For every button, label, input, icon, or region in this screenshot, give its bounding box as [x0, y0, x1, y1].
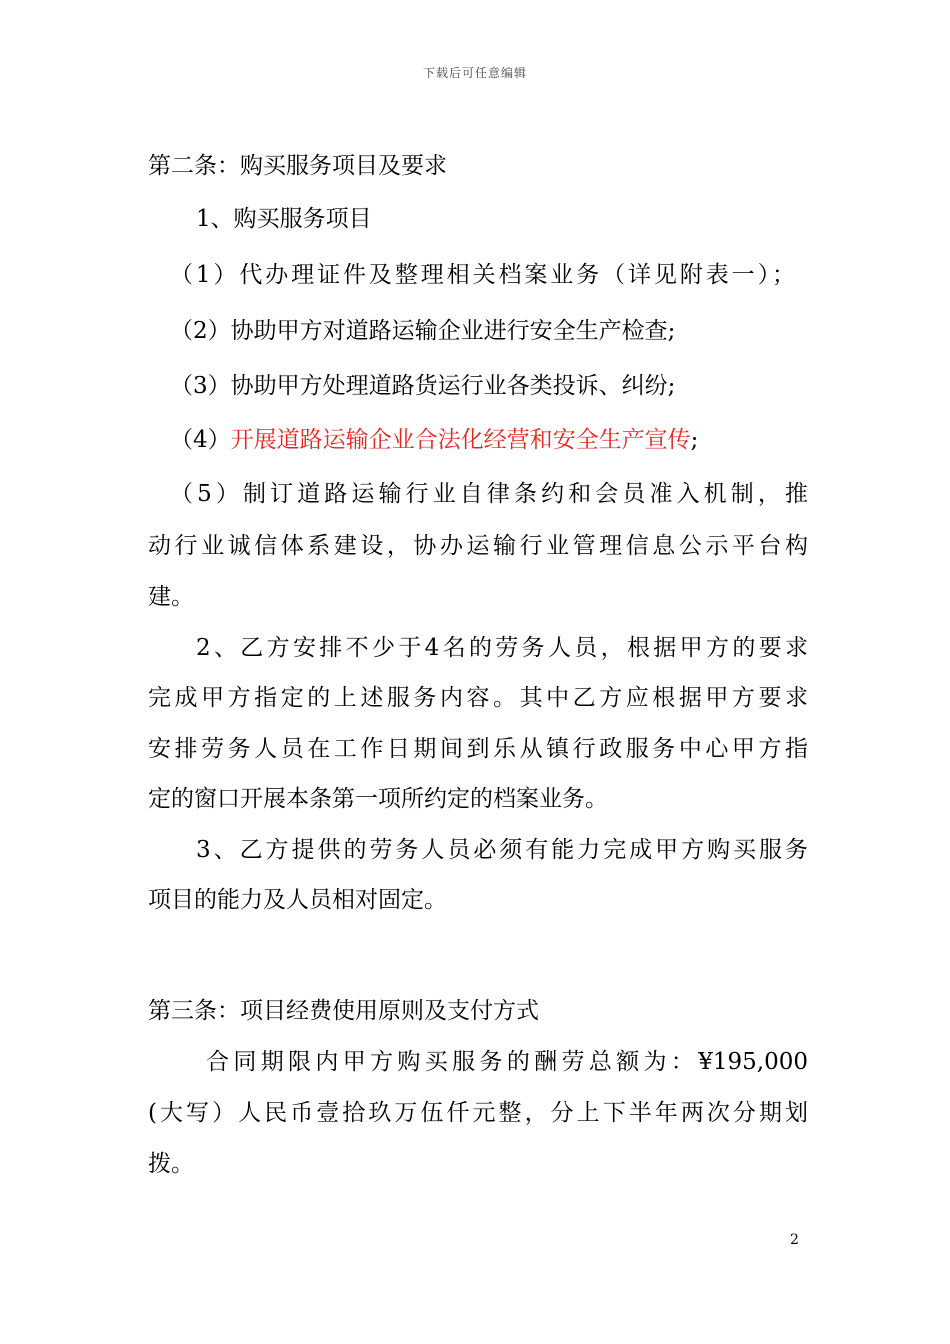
- sub-item-3: （3）协助甲方处理道路货运行业各类投诉、纠纷;: [170, 373, 676, 399]
- sub-item-5-line-1: （5）制订道路运输行业自律条约和会员准入机制，推: [170, 481, 808, 507]
- item-2-line-1: 2、乙方安排不少于4名的劳务人员，根据甲方的要求: [196, 635, 808, 661]
- article-3-para-line-1: 合同期限内甲方购买服务的酬劳总额为：¥195,000: [206, 1049, 808, 1075]
- item-3-line-2: 项目的能力及人员相对固定。: [148, 887, 447, 913]
- sub-item-4-prefix: （4）: [170, 427, 231, 453]
- item-3-line-1: 3、乙方提供的劳务人员必须有能力完成甲方购买服务: [196, 837, 808, 863]
- item-2-line-2: 完成甲方指定的上述服务内容。其中乙方应根据甲方要求: [148, 685, 808, 711]
- item-1-title: 1、购买服务项目: [196, 206, 372, 232]
- sub-item-5-line-3: 建。: [148, 584, 194, 610]
- article-3-heading: 第三条：项目经费使用原则及支付方式: [148, 998, 539, 1024]
- header-note: 下载后可任意编辑: [422, 66, 527, 80]
- sub-item-4-suffix: ;: [690, 427, 699, 453]
- item-2-line-4: 定的窗口开展本条第一项所约定的档案业务。: [148, 786, 608, 812]
- page-number: 2: [790, 1232, 799, 1248]
- sub-item-1: （1）代办理证件及整理相关档案业务（详见附表一）；: [170, 262, 795, 288]
- sub-item-4: [170, 424, 808, 456]
- item-2-line-3: 安排劳务人员在工作日期间到乐从镇行政服务中心甲方指: [148, 736, 808, 762]
- sub-item-2: （2）协助甲方对道路运输企业进行安全生产检查;: [170, 318, 676, 344]
- article-3-para-line-2: (大写）人民币壹拾玖万伍仟元整，分上下半年两次分期划: [148, 1100, 808, 1126]
- sub-item-5-line-2: 动行业诚信体系建设，协办运输行业管理信息公示平台构: [148, 533, 808, 559]
- article-2-heading: 第二条：购买服务项目及要求: [148, 153, 447, 179]
- article-3-para-line-3: 拨。: [148, 1151, 194, 1177]
- sub-item-4-highlight: 开展道路运输企业合法化经营和安全生产宣传: [230, 427, 691, 453]
